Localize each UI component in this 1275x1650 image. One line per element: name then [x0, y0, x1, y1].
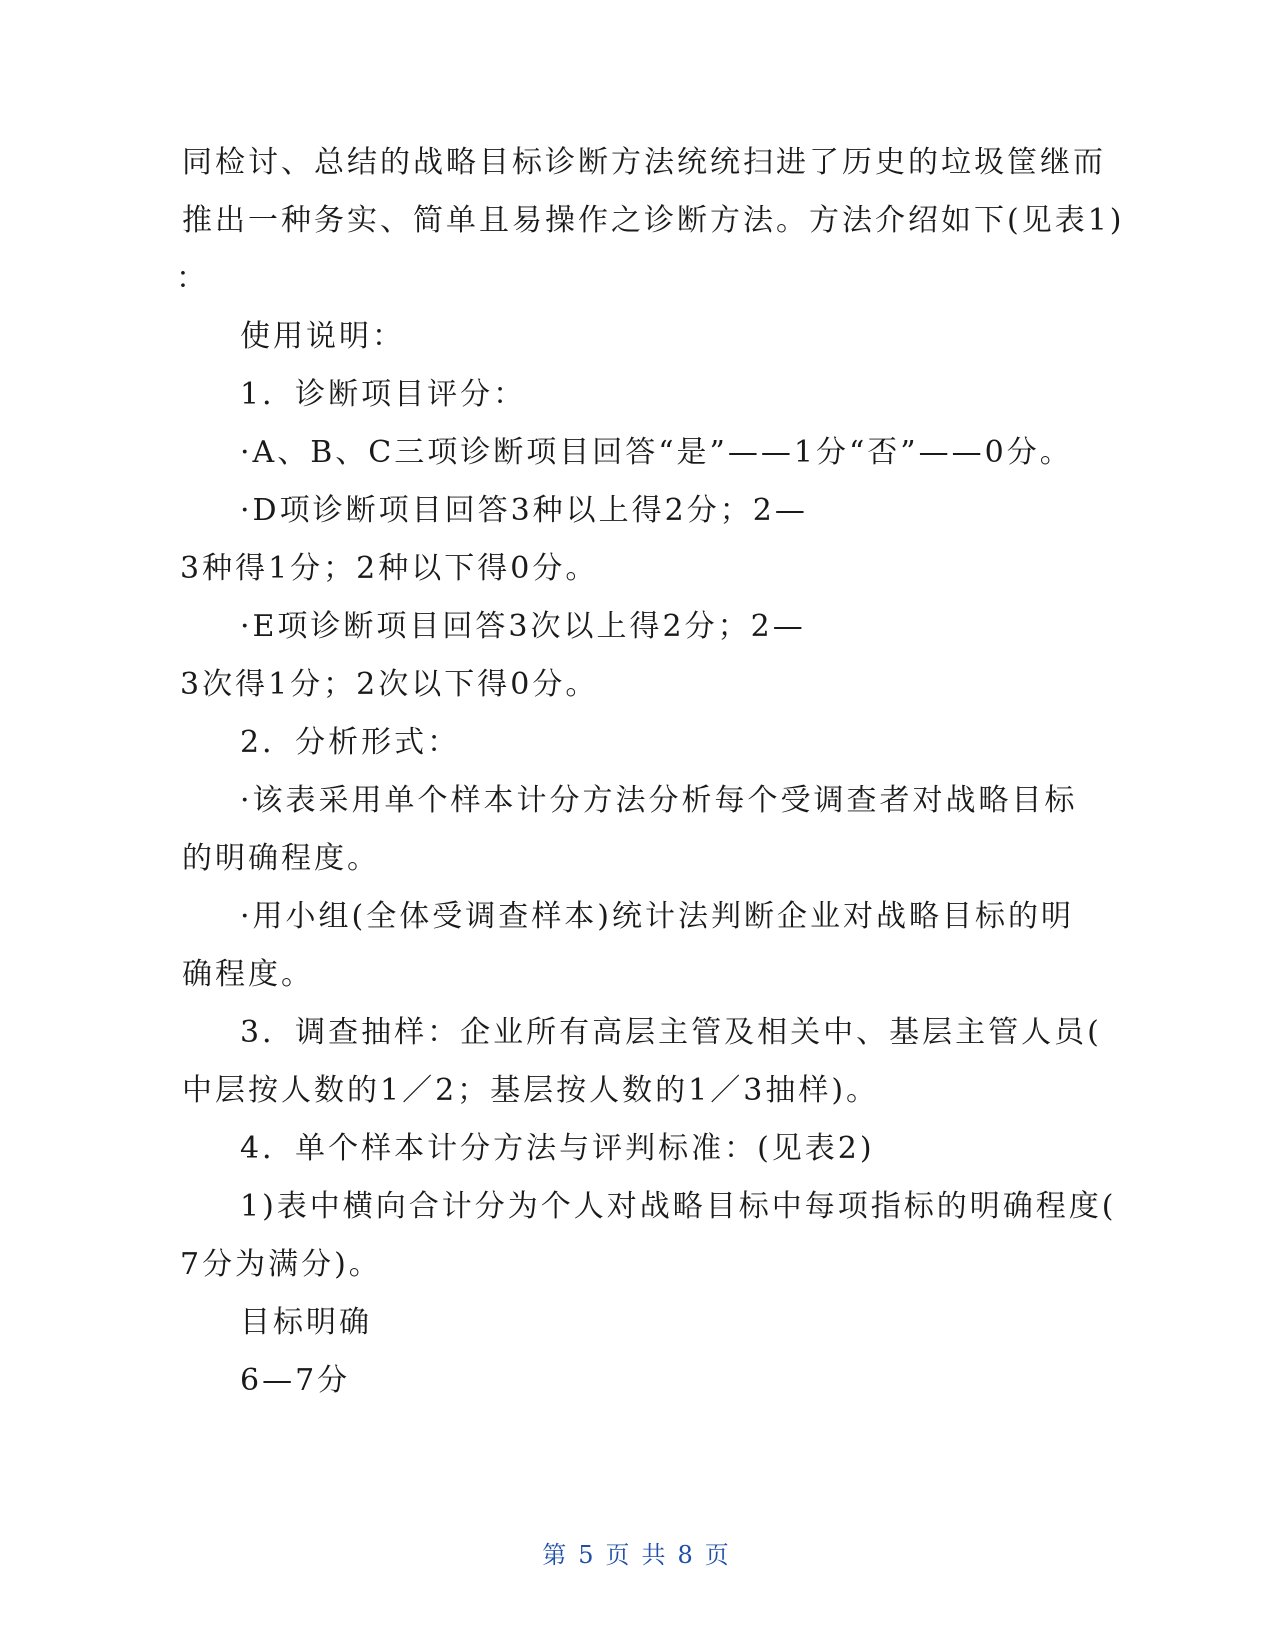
body-line-8: 3种得1分；2种以下得0分。	[180, 551, 599, 586]
footer-total-unit: 页	[704, 1541, 733, 1569]
body-line-2: 推出一种务实、简单且易操作之诊断方法。方法介绍如下(见表1)	[182, 203, 1125, 238]
body-line-3: ：	[176, 261, 209, 296]
footer-total-label: 共	[641, 1541, 670, 1569]
body-line-14: ·用小组(全体受调查样本)统计法判断企业对战略目标的明	[240, 899, 1074, 934]
body-line-11: 2．分析形式：	[240, 725, 461, 760]
body-line-16: 3．调查抽样：企业所有高层主管及相关中、基层主管人员(	[240, 1015, 1102, 1050]
body-line-10: 3次得1分；2次以下得0分。	[180, 667, 599, 702]
footer-page-label: 第	[542, 1541, 571, 1569]
body-line-18: 4．单个样本计分方法与评判标准：(见表2)	[240, 1131, 875, 1166]
body-line-17: 中层按人数的1／2；基层按人数的1／3抽样)。	[182, 1073, 880, 1108]
body-line-19: 1)表中横向合计分为个人对战略目标中每项指标的明确程度(	[240, 1189, 1117, 1224]
page-footer	[0, 1540, 1275, 1570]
body-line-13: 的明确程度。	[182, 841, 380, 876]
body-line-7: ·D项诊断项目回答3种以上得2分；2—	[240, 493, 808, 528]
body-line-5: 1．诊断项目评分：	[240, 377, 527, 412]
body-line-4: 使用说明：	[240, 319, 405, 354]
footer-page-unit: 页	[605, 1541, 634, 1569]
body-line-1: 同检讨、总结的战略目标诊断方法统统扫进了历史的垃圾筐继而	[182, 145, 1106, 180]
body-line-21: 目标明确	[240, 1305, 372, 1340]
footer-total-pages: 8	[677, 1541, 697, 1569]
body-line-15: 确程度。	[182, 957, 314, 992]
body-line-22: 6—7分	[240, 1363, 351, 1398]
body-line-20: 7分为满分)。	[180, 1247, 382, 1282]
body-line-9: ·E项诊断项目回答3次以上得2分；2—	[240, 609, 806, 644]
body-line-6: ·A、B、C三项诊断项目回答“是”——1分“否”——0分。	[240, 435, 1073, 470]
body-line-12: ·该表采用单个样本计分方法分析每个受调查者对战略目标	[240, 783, 1078, 818]
footer-page-number: 5	[578, 1541, 598, 1569]
